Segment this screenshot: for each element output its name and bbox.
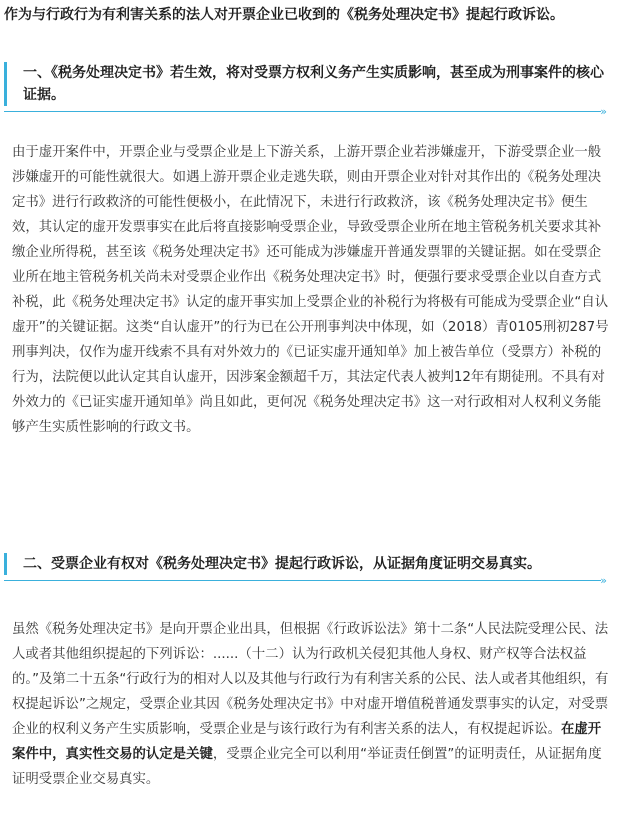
section2-heading-underline (4, 580, 601, 581)
section1-heading-underline (4, 111, 601, 112)
double-chevron-right-icon: » (600, 574, 607, 587)
section1-paragraph: 由于虚开案件中，开票企业与受票企业是上下游关系，上游开票企业若涉嫌虚开，下游受票企业一般涉嫌虚开的可能性就很大。如遇上游开票企业走逃失联，则由开票企业对针对其作出的《税务处理决定书》进行行政救济的可能性便极小，在此情况下，未进行行政救济，该《税务处理决定书》便生效，其认定的虚开发票事实在此后将直接影响受票企业，导致受票企业所在地主管税务机关要求其补缴企业所得税，甚至该《税务处理决定书》还可能成为涉嫌虚开普通发票罪的关键证据。如在受票企业所在地主管税务机关尚未对受票企业作出《税务处理决定书》时，便强行要求受票企业以自查方式补税，此《税务处理决定书》认定的虚开事实加上受票企业的补税行为将极有可能成为受票企业“自认虚开”的关键证据。这类“自认虚开”的行为已在公开刑事判决中体现，如（2018）青0105刑初287号刑事判决，仅作为虚开线索不具有对外效力的《已证实虚开通知单》加上被告单位（受票方）补税的行为，法院便以此认定其自认虚开，因涉案金额超千万，其法定代表人被判12年有期徒刑。不具有对外效力的《已证实虚开通知单》尚且如此，更何况《税务处理决定书》这一对行政相对人权利义务能够产生实质性影响的行政文书。 (12, 145, 609, 435)
section2-heading-text: 二、受票企业有权对《税务处理决定书》提起行政诉讼，从证据角度证明交易真实。 (23, 556, 541, 572)
section2-paragraph (12, 617, 612, 792)
section2-paragraph-part2: ，受票企业完全可以利用“举证责任倒置”的证明责任，从证据角度证明受票企业交易真实。 (12, 747, 602, 787)
intro-line: 作为与行政行为有利害关系的法人对开票企业已收到的《税务处理决定书》提起行政诉讼。 (4, 7, 564, 23)
section2-paragraph-part1: 虽然《税务处理决定书》是向开票企业出具，但根据《行政诉讼法》第十二条“人民法院受理公民、法人或者其他组织提起的下列诉讼：......（十二）认为行政机关侵犯其他人身权、财产权等合法权益的。”及第二十五条“行政行为的相对人以及其他与行政行为有利害关系的公民、法人或者其他组织，有权提起诉讼”之规定，受票企业其因《税务处理决定书》中对虚开增值税普通发票事实的认定，对受票企业的权利义务产生实质影响，受票企业是与该行政行为有利害关系的法人，有权提起诉讼。 (12, 622, 609, 737)
section1-heading (4, 62, 607, 118)
double-chevron-right-icon: » (600, 105, 607, 118)
section2-paragraph-emphasis: 在虚开案件中，真实性交易的认定是关键 (12, 722, 602, 762)
section2-heading (4, 553, 607, 587)
section1-heading-text: 一、《税务处理决定书》若生效，将对受票方权利义务产生实质影响，甚至成为刑事案件的核心证据。 (23, 65, 604, 103)
